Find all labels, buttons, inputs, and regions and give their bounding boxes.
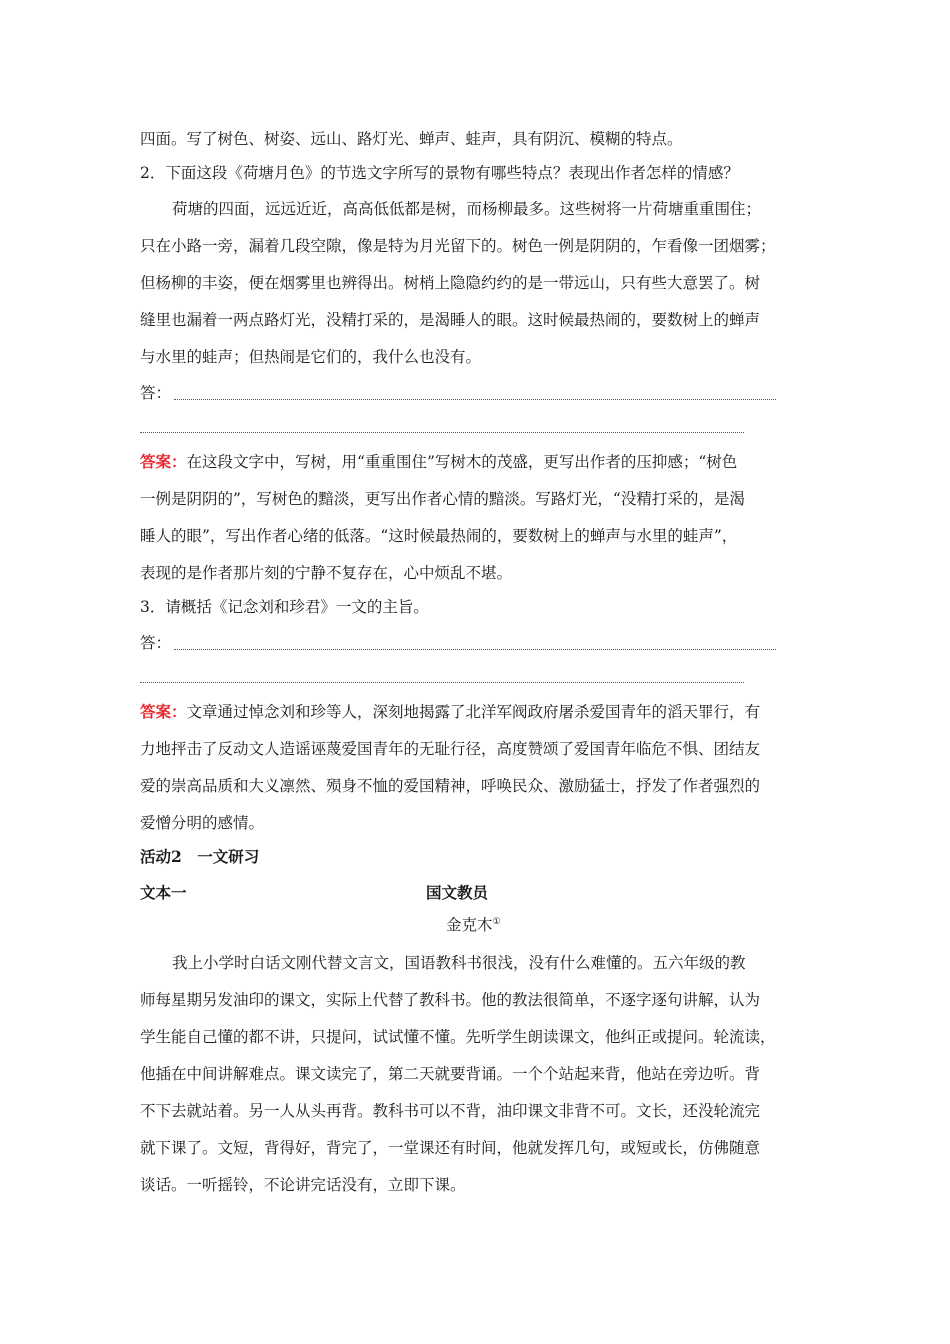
author-name: 金克木 — [446, 916, 493, 934]
q3-answer-line — [140, 701, 816, 723]
answer-label: 答案： — [140, 452, 187, 471]
answer-label: 答案： — [140, 702, 187, 721]
article-author — [446, 914, 546, 936]
answer-blank-line[interactable] — [174, 649, 776, 650]
answer-blank-line[interactable] — [174, 399, 776, 400]
article-paragraph-line: 就下课了。文短，背得好，背完了，一堂课还有时间，他就发挥几句，或短或长，仿佛随意 — [140, 1139, 761, 1157]
answer-blank-line[interactable] — [140, 682, 744, 683]
q2-answer-line — [140, 451, 816, 473]
q2-answer-line: 睡人的眼”，写出作者心绪的低落。“这时候最热闹的，要数树上的蝉声与水里的蛙声”， — [140, 527, 738, 545]
answer-prompt: 答： — [140, 384, 172, 402]
answer-blank-line[interactable] — [140, 432, 744, 433]
q2-passage-line: 荷塘的四面，远远近近，高高低低都是树，而杨柳最多。这些树将一片荷塘重重围住； — [172, 200, 762, 218]
article-title: 国文教员 — [426, 883, 489, 902]
activity-heading: 活动2 一文研习 — [140, 847, 260, 866]
q3-answer-line: 爱憎分明的感情。 — [140, 814, 265, 832]
q2-passage-line: 只在小路一旁，漏着几段空隙，像是特为月光留下的。树色一例是阴阴的，乍看像一团烟雾； — [140, 237, 776, 255]
text-label: 文本一 — [140, 883, 187, 902]
q2-passage-line: 与水里的蛙声；但热闹是它们的，我什么也没有。 — [140, 348, 482, 366]
author-footnote-mark: ① — [492, 916, 501, 927]
article-paragraph-line: 他插在中间讲解难点。课文读完了，第二天就要背诵。一个个站起来背，他站在旁边听。背 — [140, 1065, 761, 1083]
q3-answer-line: 爱的崇高品质和大义凛然、殒身不恤的爱国精神，呼唤民众、激励猛士，抒发了作者强烈的 — [140, 777, 761, 795]
article-paragraph-line: 我上小学时白话文刚代替文言文，国语教科书很浅，没有什么难懂的。五六年级的教 — [172, 954, 746, 972]
q1-answer-tail: 四面。写了树色、树姿、远山、路灯光、蝉声、蛙声，具有阴沉、模糊的特点。 — [140, 130, 683, 148]
answer-text: 在这段文字中，写树，用“重重围住”写树木的茂盛，更写出作者的压抑感；“树色 — [186, 453, 738, 471]
question-2-title: 2．下面这段《荷塘月色》的节选文字所写的景物有哪些特点？表现出作者怎样的情感？ — [140, 164, 739, 182]
q2-answer-line: 一例是阴阴的”，写树色的黯淡，更写出作者心情的黯淡。写路灯光，“没精打采的，是渴 — [140, 490, 745, 508]
answer-prompt: 答： — [140, 634, 172, 652]
article-paragraph-line: 师每星期另发油印的课文，实际上代替了教科书。他的教法很简单，不逐字逐句讲解，认为 — [140, 991, 761, 1009]
article-paragraph-line: 谈话。一听摇铃，不论讲完话没有，立即下课。 — [140, 1176, 466, 1194]
q3-answer-line: 力地抨击了反动文人造谣诬蔑爱国青年的无耻行径，高度赞颂了爱国青年临危不惧、团结友 — [140, 740, 761, 758]
q2-passage-line: 但杨柳的丰姿，便在烟雾里也辨得出。树梢上隐隐约约的是一带远山，只有些大意罢了。树 — [140, 274, 761, 292]
q2-passage-line: 缝里也漏着一两点路灯光，没精打采的，是渴睡人的眼。这时候最热闹的，要数树上的蝉声 — [140, 311, 761, 329]
answer-text: 文章通过悼念刘和珍等人，深刻地揭露了北洋军阀政府屠杀爱国青年的滔天罪行，有 — [186, 703, 761, 721]
article-paragraph-line: 不下去就站着。另一人从头再背。教科书可以不背，油印课文非背不可。文长，还没轮流完 — [140, 1102, 761, 1120]
article-paragraph-line: 学生能自己懂的都不讲，只提问，试试懂不懂。先听学生朗读课文，他纠正或提问。轮流读， — [140, 1028, 776, 1046]
q2-answer-line: 表现的是作者那片刻的宁静不复存在，心中烦乱不堪。 — [140, 564, 513, 582]
question-3-title: 3．请概括《记念刘和珍君》一文的主旨。 — [140, 598, 429, 616]
